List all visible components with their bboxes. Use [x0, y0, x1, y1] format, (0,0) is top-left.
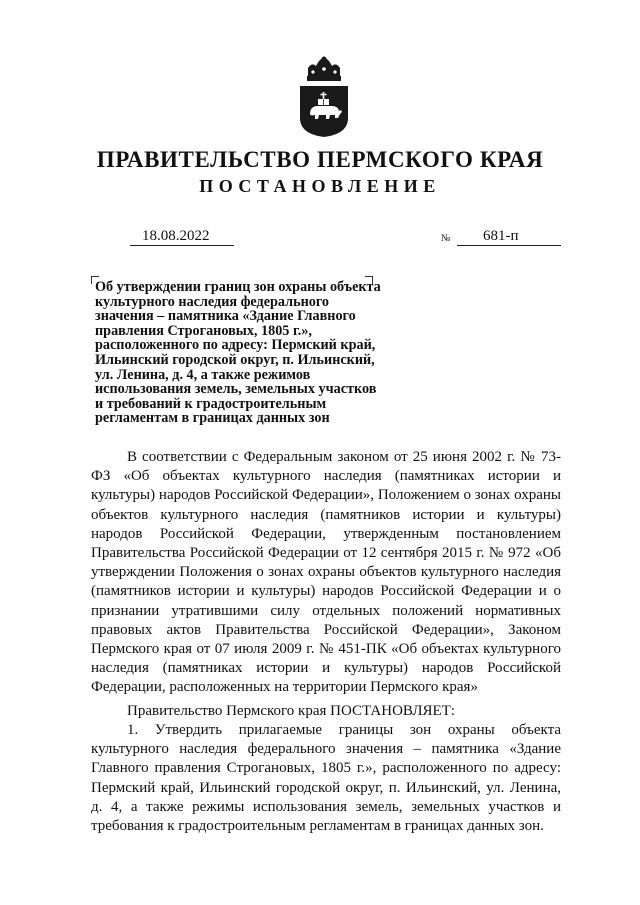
organization-name: ПРАВИТЕЛЬСТВО ПЕРМСКОГО КРАЯ — [96, 147, 544, 172]
subject-line: правления Строгановых, 1805 г.», — [95, 322, 312, 339]
body-paragraph-item-1: 1. Утвердить прилагаемые границы зон охраны объекта культурного наследия федерального значения – памятника «Здание Главного правления Строгановых, 1805 г.», расположенного по адресу: Пермский край, Ильинский городской округ, п. Ильинский, ул. Ленина, д. 4, а также режимы использования земель, земельных участков и требования к градостроительным регламентам в границах данных зон. — [91, 722, 561, 835]
subject-line: культурного наследия федерального — [95, 293, 330, 310]
document-number: 681-п — [457, 227, 561, 246]
body-paragraph-preamble: В соответствии с Федеральным законом от 25 июня 2002 г. № 73-ФЗ «Об объектах культурного наследия (памятниках истории и культуры) народов Российской Федерации», Положением о зонах охраны объектов культурного наследия (памятников истории и культуры) народов Российской Федерации, утвержденным постановлением Правительства Российской Федерации от 12 сентября 2015 г. № 972 «Об утверждении Положения о зонах охраны объектов культурного наследия (памятников истории и культуры) народов Российской Федерации и о признании утратившими силу отдельных положений нормативных правовых актов Правительства Российской Федерации», Законом Пермского края от 07 июля 2009 г. № 451-ПК «Об объектах культурного наследия (памятниках истории и культуры) народов Российской Федерации, расположенных на территории Пермского края» — [91, 449, 561, 696]
subject-line: и требований к градостроительным — [95, 395, 327, 412]
body-paragraph-resolves: Правительство Пермского края ПОСТАНОВЛЯЕТ: — [127, 703, 456, 719]
document-type: ПОСТАНОВЛЕНИЕ — [199, 176, 441, 196]
document-date: 18.08.2022 — [130, 227, 234, 246]
subject-line: Об утверждении границ зон охраны объекта — [95, 279, 381, 295]
number-label: № — [441, 233, 451, 244]
document-subject — [95, 280, 425, 426]
subject-line: использования земель, земельных участков — [95, 381, 377, 398]
subject-line: ул. Ленина, д. 4, а также режимов — [95, 366, 311, 383]
subject-line: значения – памятника «Здание Главного — [95, 308, 356, 325]
subject-line: регламентам в границах данных зон — [95, 410, 330, 427]
subject-line: Ильинский городской округ, п. Ильинский, — [95, 351, 375, 368]
coat-of-arms-icon — [298, 56, 350, 138]
subject-line: расположенного по адресу: Пермский край, — [95, 337, 376, 354]
